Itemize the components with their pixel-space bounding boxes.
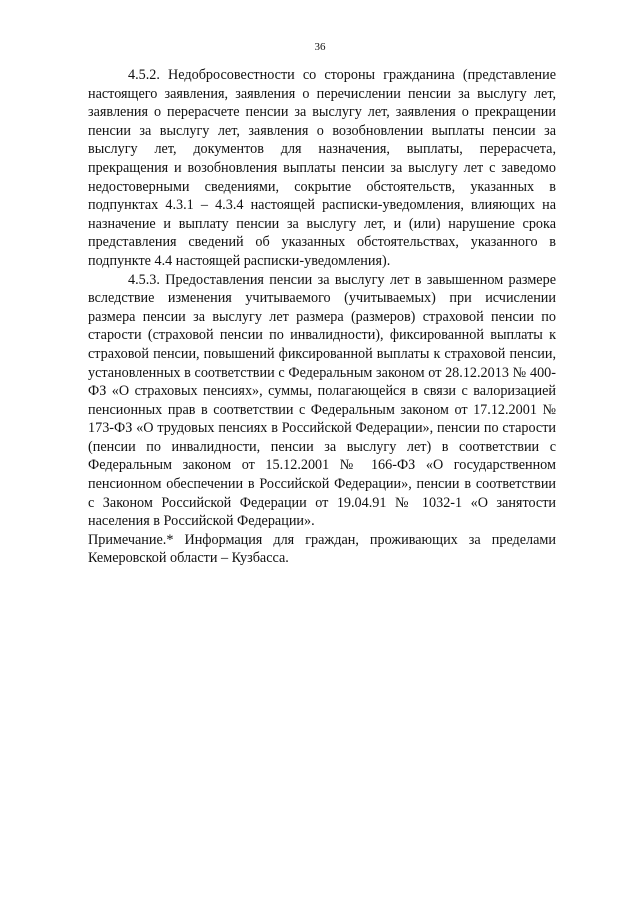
document-body — [88, 66, 556, 568]
paragraph-4-5-3: 4.5.3. Предоставления пенсии за выслугу лет в завышенном размере вследствие изменения учитываемого (учитываемых) при исчислении размера пенсии за выслугу лет размера (размеров) страховой пенсии по старости (страховой пенсии по инвалидности), фиксированной выплаты к страховой пенсии, повышений фиксированной выплаты к страховой пенсии, установленных в соответствии с Федеральным законом от 28.12.2013 № 400-ФЗ «О страховых пенсиях», суммы, полагающейся в связи с валоризацией пенсионных прав в соответствии с Федеральным законом от 17.12.2001 № 173-ФЗ «О трудовых пенсиях в Российской Федерации», пенсии по старости (пенсии по инвалидности, пенсии за выслугу лет) в соответствии с Федеральным законом от 15.12.2001 № 166-ФЗ «О государственном пенсионном обеспечении в Российской Федерации», пенсии в соответствии с Законом Российской Федерации от 19.04.91 № 1032-1 «О занятости населения в Российской Федерации». — [88, 271, 556, 530]
page-number: 36 — [314, 41, 326, 53]
paragraph-4-5-2: 4.5.2. Недобросовестности со стороны гражданина (представление настоящего заявления, заявления о перечислении пенсии за выслугу лет, заявления о перерасчете пенсии за выслугу лет, заявления о прекращении пенсии за выслугу лет, заявления о возобновлении выплаты пенсии за выслугу лет, документов для назначения, выплаты, перерасчета, прекращения и возобновления выплаты пенсии за выслугу лет с заведомо недостоверными сведениями, сокрытие обстоятельств, указанных в подпунктах 4.3.1 – 4.3.4 настоящей расписки-уведомления, влияющих на назначение и выплату пенсии за выслугу лет, и (или) нарушение срока представления сведений об указанных обстоятельствах, указанного в подпункте 4.4 настоящей расписки-уведомления). — [88, 67, 556, 269]
footnote-note: Примечание.* Информация для граждан, проживающих за пределами Кемеровской области – Кузбасса. — [88, 531, 556, 567]
